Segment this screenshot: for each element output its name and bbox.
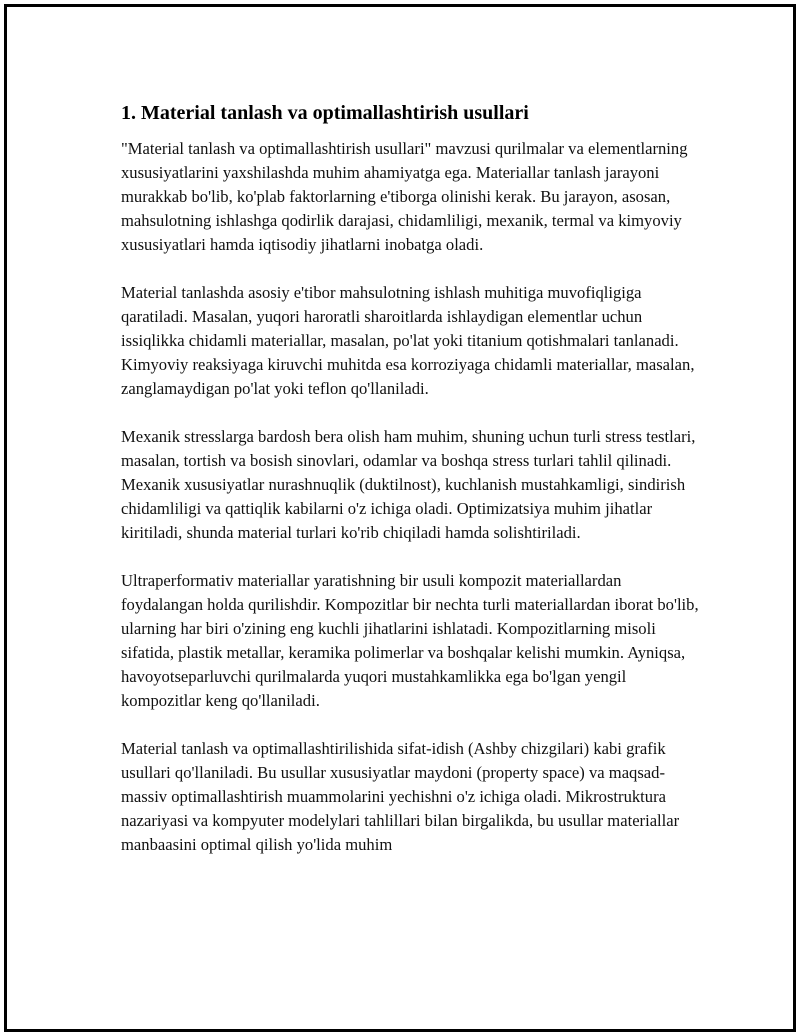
paragraph-2: Material tanlashda asosiy e'tibor mahsulotning ishlash muhitiga muvofiqligiga qaratiladi. Masalan, yuqori haroratli sharoitlarda ishlaydigan elementlar uchun issiqlikka chidamli materiallar, masalan, po'lat yoki titanium qotishmalari tanlanadi. Kimyoviy reaksiyaga kiruvchi muhitda esa korroziyaga chidamli materiallar, masalan, zanglamaydigan po'lat yoki teflon qo'llaniladi.: [121, 283, 695, 398]
paragraph-1: "Material tanlash va optimallashtirish usullari" mavzusi qurilmalar va elementlarning xususiyatlarini yaxshilashda muhim ahamiyatga ega. Materiallar tanlash jarayoni murakkab bo'lib, ko'plab faktorlarning e'tiborga olinishi kerak. Bu jarayon, asosan, mahsulotning ishlashga qodirlik darajasi, chidamliligi, mexanik, termal va kimyoviy xususiyatlari hamda iqtisodiy jihatlarni inobatga oladi.: [121, 139, 688, 254]
paragraph-5: Material tanlash va optimallashtirilishida sifat-idish (Ashby chizgilari) kabi grafik usullari qo'llaniladi. Bu usullar xususiyatlar maydoni (property space) va maqsad-massiv optimallashtirish muammolarini yechishni o'z ichiga oladi. Mikrostruktura nazariyasi va kompyuter modelylari tahlillari bilan birgalikda, bu usullar materiallar manbaasini optimal qilish yo'lida muhim: [121, 739, 680, 854]
section-heading: 1. Material tanlash va optimallashtirish usullari: [121, 102, 529, 124]
document-body: [121, 101, 701, 881]
paragraph-4: Ultraperformativ materiallar yaratishning bir usuli kompozit materiallardan foydalangan holda qurilishdir. Kompozitlar bir nechta turli materiallardan iborat bo'lib, ularning har biri o'zining eng kuchli jihatlarini ishlatadi. Kompozitlarning misoli sifatida, plastik metallar, keramika polimerlar va boshqalar kelishi mumkin. Ayniqsa, havoyotseparluvchi qurilmalarda yuqori mustahkamlikka ega bo'lgan yengil kompozitlar keng qo'llaniladi.: [121, 571, 699, 710]
paragraph-3: Mexanik stresslarga bardosh bera olish ham muhim, shuning uchun turli stress testlari, masalan, tortish va bosish sinovlari, odamlar va boshqa stress turlari tahlil qilinadi. Mexanik xususiyatlar nurashnuqlik (duktilnost), kuchlanish mustahkamligi, sindirish chidamliligi va qattiqlik kabilarni o'z ichiga oladi. Optimizatsiya muhim jihatlar kiritiladi, shunda material turlari ko'rib chiqiladi hamda solishtiriladi.: [121, 427, 696, 542]
page-frame: [4, 4, 796, 1032]
